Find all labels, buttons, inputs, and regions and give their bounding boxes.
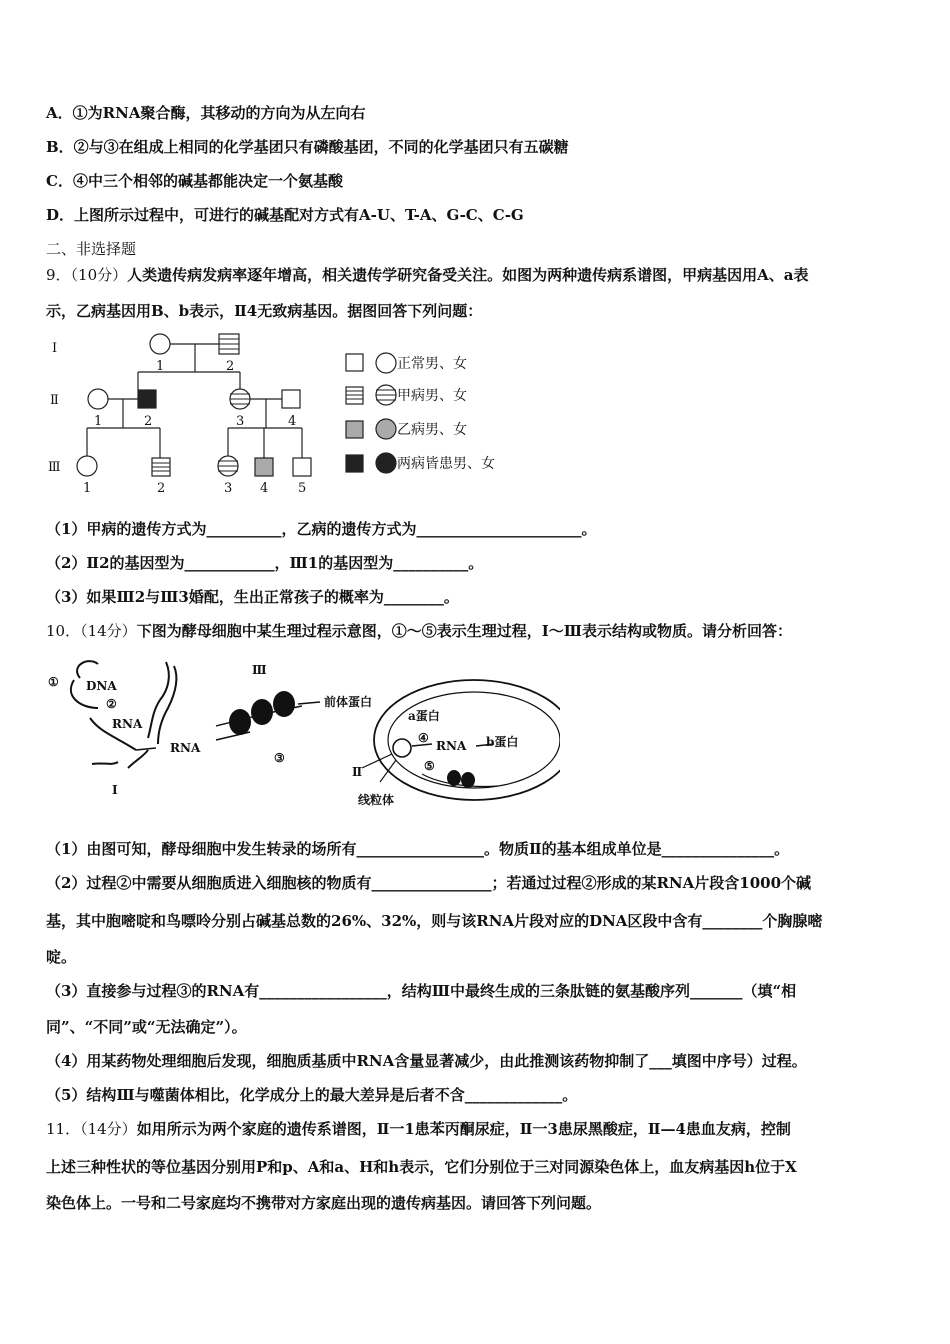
fig-label-1: ① (48, 675, 59, 689)
fig-label-b-protein: b蛋白 (486, 735, 519, 749)
fig-label-3: ③ (274, 751, 285, 765)
legend-disease-b-female-icon (376, 419, 396, 439)
gen-label-I: Ⅰ (52, 341, 58, 356)
gen3-label-2: 2 (157, 481, 166, 496)
pedigree-I1-female-normal (150, 334, 170, 354)
gen3-label-1: 1 (83, 481, 92, 496)
gen3-label-4: 4 (260, 481, 269, 496)
gen1-label-1: 1 (156, 359, 165, 374)
q11-stem-line1 (46, 1118, 791, 1139)
fig-label-rna-diag: RNA (112, 717, 143, 731)
yeast-process-figure (40, 656, 560, 816)
mitochondrion-inner (388, 692, 560, 788)
fig-label-4: ④ (418, 731, 429, 745)
q8-option-b: B．②与③在组成上相同的化学基团只有磷酸基团，不同的化学基团只有五碳糖 (46, 138, 569, 156)
legend-normal-female-icon (376, 353, 396, 373)
ribosome-1 (229, 709, 251, 735)
fig-label-II: Ⅱ (352, 765, 363, 779)
mito-ribosome-2 (461, 772, 475, 788)
fig-label-5: ⑤ (424, 759, 435, 773)
fig-label-I: Ⅰ (112, 783, 118, 797)
gen2-label-3: 3 (236, 414, 245, 429)
q10-stem-text: 下图为酵母细胞中某生理过程示意图，①～⑤表示生理过程，Ⅰ～Ⅲ表示结构或物质。请分析回答： (136, 622, 792, 640)
q9-stem-line2: 示，乙病基因用B、b表示，Ⅱ4无致病基因。据图回答下列问题： (46, 302, 483, 320)
legend-both-male-icon (346, 455, 363, 472)
pedigree-III1-female-normal (77, 456, 97, 476)
fig-label-2: ② (106, 697, 117, 711)
legend-normal-male-icon (346, 354, 363, 371)
legend-both-female-icon (376, 453, 396, 473)
mito-ribosome-1 (447, 770, 461, 786)
q10-sub-1: （1）由图可知，酵母细胞中发生转录的场所有_________________。物质Ⅱ的基本组成单位是_______________。 (46, 840, 790, 858)
q10-stem (46, 620, 792, 641)
pedigree-II1-female-normal (88, 389, 108, 409)
q11-stem-text1: 如用所示为两个家庭的遗传系谱图，Ⅱ一1患苯丙酮尿症，Ⅱ一3患尿黑酸症，Ⅱ—4患血友病，控制 (136, 1120, 791, 1138)
fig-label-rna2: RNA (436, 739, 467, 753)
mitochondrial-dna (393, 739, 411, 757)
gen2-label-1: 1 (94, 414, 103, 429)
q11-score: （14分） (80, 1120, 137, 1138)
fig-label-a-protein: a蛋白 (408, 709, 440, 723)
q10-sub-4: （4）用某药物处理细胞后发现，细胞质基质中RNA含量显著减少，由此推测该药物抑制了___填图中序号）过程。 (46, 1052, 807, 1070)
q8-option-a: A．①为RNA聚合酶，其移动的方向为从左向右 (46, 104, 366, 122)
q9-stem-text1: 人类遗传病发病率逐年增高，相关遗传学研究备受关注。如图为两种遗传病系谱图，甲病基因用A、a表 (127, 266, 809, 284)
section-heading: 二、非选择题 (46, 240, 137, 258)
fig-label-III: Ⅲ (252, 663, 267, 677)
gen1-label-2: 2 (226, 359, 235, 374)
q10-number: 10． (46, 622, 81, 640)
ribosome-2 (251, 699, 273, 725)
nuclear-pore-lower (92, 762, 118, 764)
q11-stem-line2: 上述三种性状的等位基因分别用P和p、A和a、H和h表示，它们分别位于三对同源染色体上，血友病基因h位于X (46, 1158, 797, 1176)
nuclear-pore-upper (148, 662, 169, 738)
gen-label-III: Ⅲ (48, 460, 61, 475)
q10-sub-2: （2）过程②中需要从细胞质进入细胞核的物质有________________；若通过过程②形成的某RNA片段含1000个碱 (46, 874, 812, 892)
gen3-label-5: 5 (298, 481, 307, 496)
legend-disease-a: 甲病男、女 (397, 388, 467, 404)
q9-score: （10分） (70, 266, 128, 284)
pedigree-figure (40, 328, 520, 500)
q10-sub-2-end: 啶。 (46, 948, 77, 966)
gen2-label-2: 2 (144, 414, 153, 429)
q9-sub-2: （2）Ⅱ2的基因型为____________，Ⅲ1的基因型为__________。 (46, 554, 484, 572)
legend-normal: 正常男、女 (397, 356, 467, 372)
q9-number: 9． (46, 266, 71, 284)
fig-label-mito: 线粒体 (358, 793, 395, 807)
legend-disease-b-male-icon (346, 421, 363, 438)
q10-sub-3: （3）直接参与过程③的RNA有_________________，结构Ⅲ中最终生成的三条肽链的氨基酸序列_______（填“相 (46, 982, 797, 1000)
q9-stem-line1 (46, 264, 809, 285)
gen2-label-4: 4 (288, 414, 297, 429)
q8-option-c: C．④中三个相邻的碱基都能决定一个氨基酸 (46, 172, 343, 190)
fig-label-dna: DNA (86, 679, 117, 693)
pedigree-III5-male-normal (293, 458, 311, 476)
pedigree-II2-male-both (138, 390, 156, 408)
q10-score: （14分） (80, 622, 137, 640)
q11-stem-line3: 染色体上。一号和二号家庭均不携带对方家庭出现的遗传病基因。请回答下列问题。 (46, 1194, 602, 1212)
gen3-label-3: 3 (224, 481, 233, 496)
q9-sub-1: （1）甲病的遗传方式为__________，乙病的遗传方式为______________________。 (46, 520, 597, 538)
q8-option-d: D．上图所示过程中，可进行的碱基配对方式有A-U、T-A、G-C、C-G (46, 206, 524, 224)
pedigree-II4-male-normal (282, 390, 300, 408)
ribosome-3 (273, 691, 295, 717)
q11-number: 11． (46, 1120, 81, 1138)
legend-both: 两病皆患男、女 (397, 456, 495, 472)
legend-disease-b: 乙病男、女 (397, 422, 467, 438)
fig-label-precursor: 前体蛋白 (324, 695, 373, 709)
gen-label-II: Ⅱ (50, 393, 59, 408)
q10-sub-2-cont: 基，其中胞嘧啶和鸟嘌呤分别占碱基总数的26%、32%，则与该RNA片段对应的DNA区段中含有________个胸腺嘧 (46, 912, 823, 930)
q10-sub-5: （5）结构Ⅲ与噬菌体相比，化学成分上的最大差异是后者不含_____________。 (46, 1086, 578, 1104)
pedigree-III4-male-disease-b (255, 458, 273, 476)
fig-label-rna: RNA (170, 741, 201, 755)
q9-sub-3: （3）如果Ⅲ2与Ⅲ3婚配，生出正常孩子的概率为________。 (46, 588, 459, 606)
dna-loop (77, 661, 98, 678)
q10-sub-3-cont: 同”、“不同”或“无法确定”）。 (46, 1018, 247, 1036)
